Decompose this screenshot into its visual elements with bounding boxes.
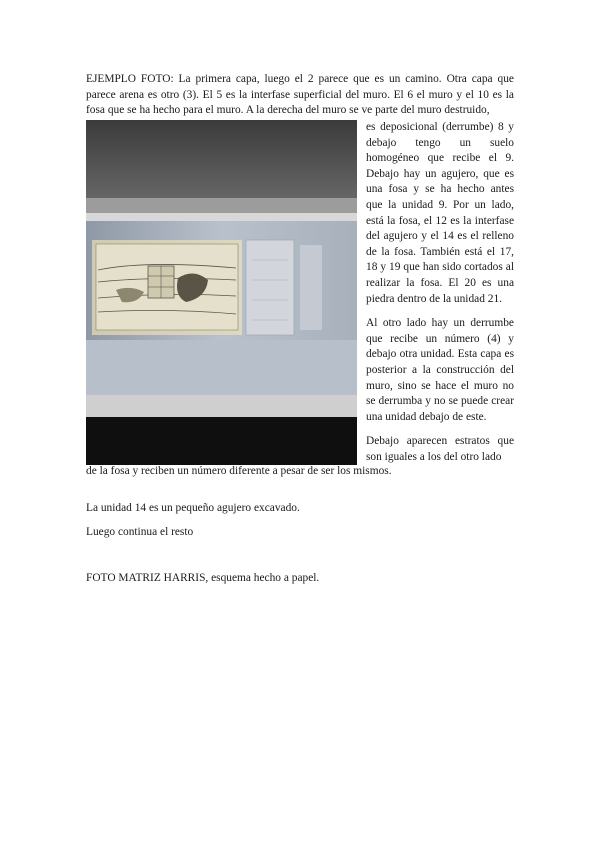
side-paragraph-2: Al otro lado hay un derrumbe que recibe un número (4) y debajo otra unidad. Esta capa es posterior a la construcción del muro, sino se hace el muro no se derrumba y no se puede crear una unidad debajo de este. — [366, 317, 514, 423]
projected-slide-photo — [86, 120, 357, 465]
side-paragraph-1: es deposicional (derrumbe) 8 y debajo tengo un suelo homogéneo que recibe el 9. Debajo hay un agujero, que es una fosa y se ha hecho antes que la unidad 9. Por un lado, está la fosa, el 12 es la interfase del agujero y el 14 es el relleno de la fosa. También está el 17, 18 y 19 que han sido cortados al realizar la fosa. El 20 es una piedra dentro de la unidad 21. — [366, 121, 514, 305]
unit14-paragraph — [86, 501, 514, 517]
side-column — [366, 120, 514, 474]
rest-paragraph — [86, 525, 514, 541]
side-paragraph-3: Debajo aparecen estratos que son iguales a los del otro lado — [366, 435, 514, 463]
harris-paragraph — [86, 571, 514, 587]
section-drawing-photo — [86, 120, 357, 465]
continuation-text: de la fosa y reciben un número diferente a pesar de ser los mismos. — [86, 465, 392, 477]
rest-text: Luego continua el resto — [86, 526, 194, 538]
unit14-text: La unidad 14 es un pequeño agujero excavado. — [86, 502, 300, 514]
continuation-line — [86, 464, 514, 480]
harris-text: FOTO MATRIZ HARRIS, esquema hecho a papel. — [86, 572, 320, 584]
intro-paragraph: EJEMPLO FOTO: La primera capa, luego el 2 parece que es un camino. Otra capa que parece arena es otro (3). El 5 es la interfase superficial del muro. El 6 el muro y el 10 es la fosa que se ha hecho para el muro. A la derecha del muro se ve parte del muro destruido, — [86, 73, 514, 117]
